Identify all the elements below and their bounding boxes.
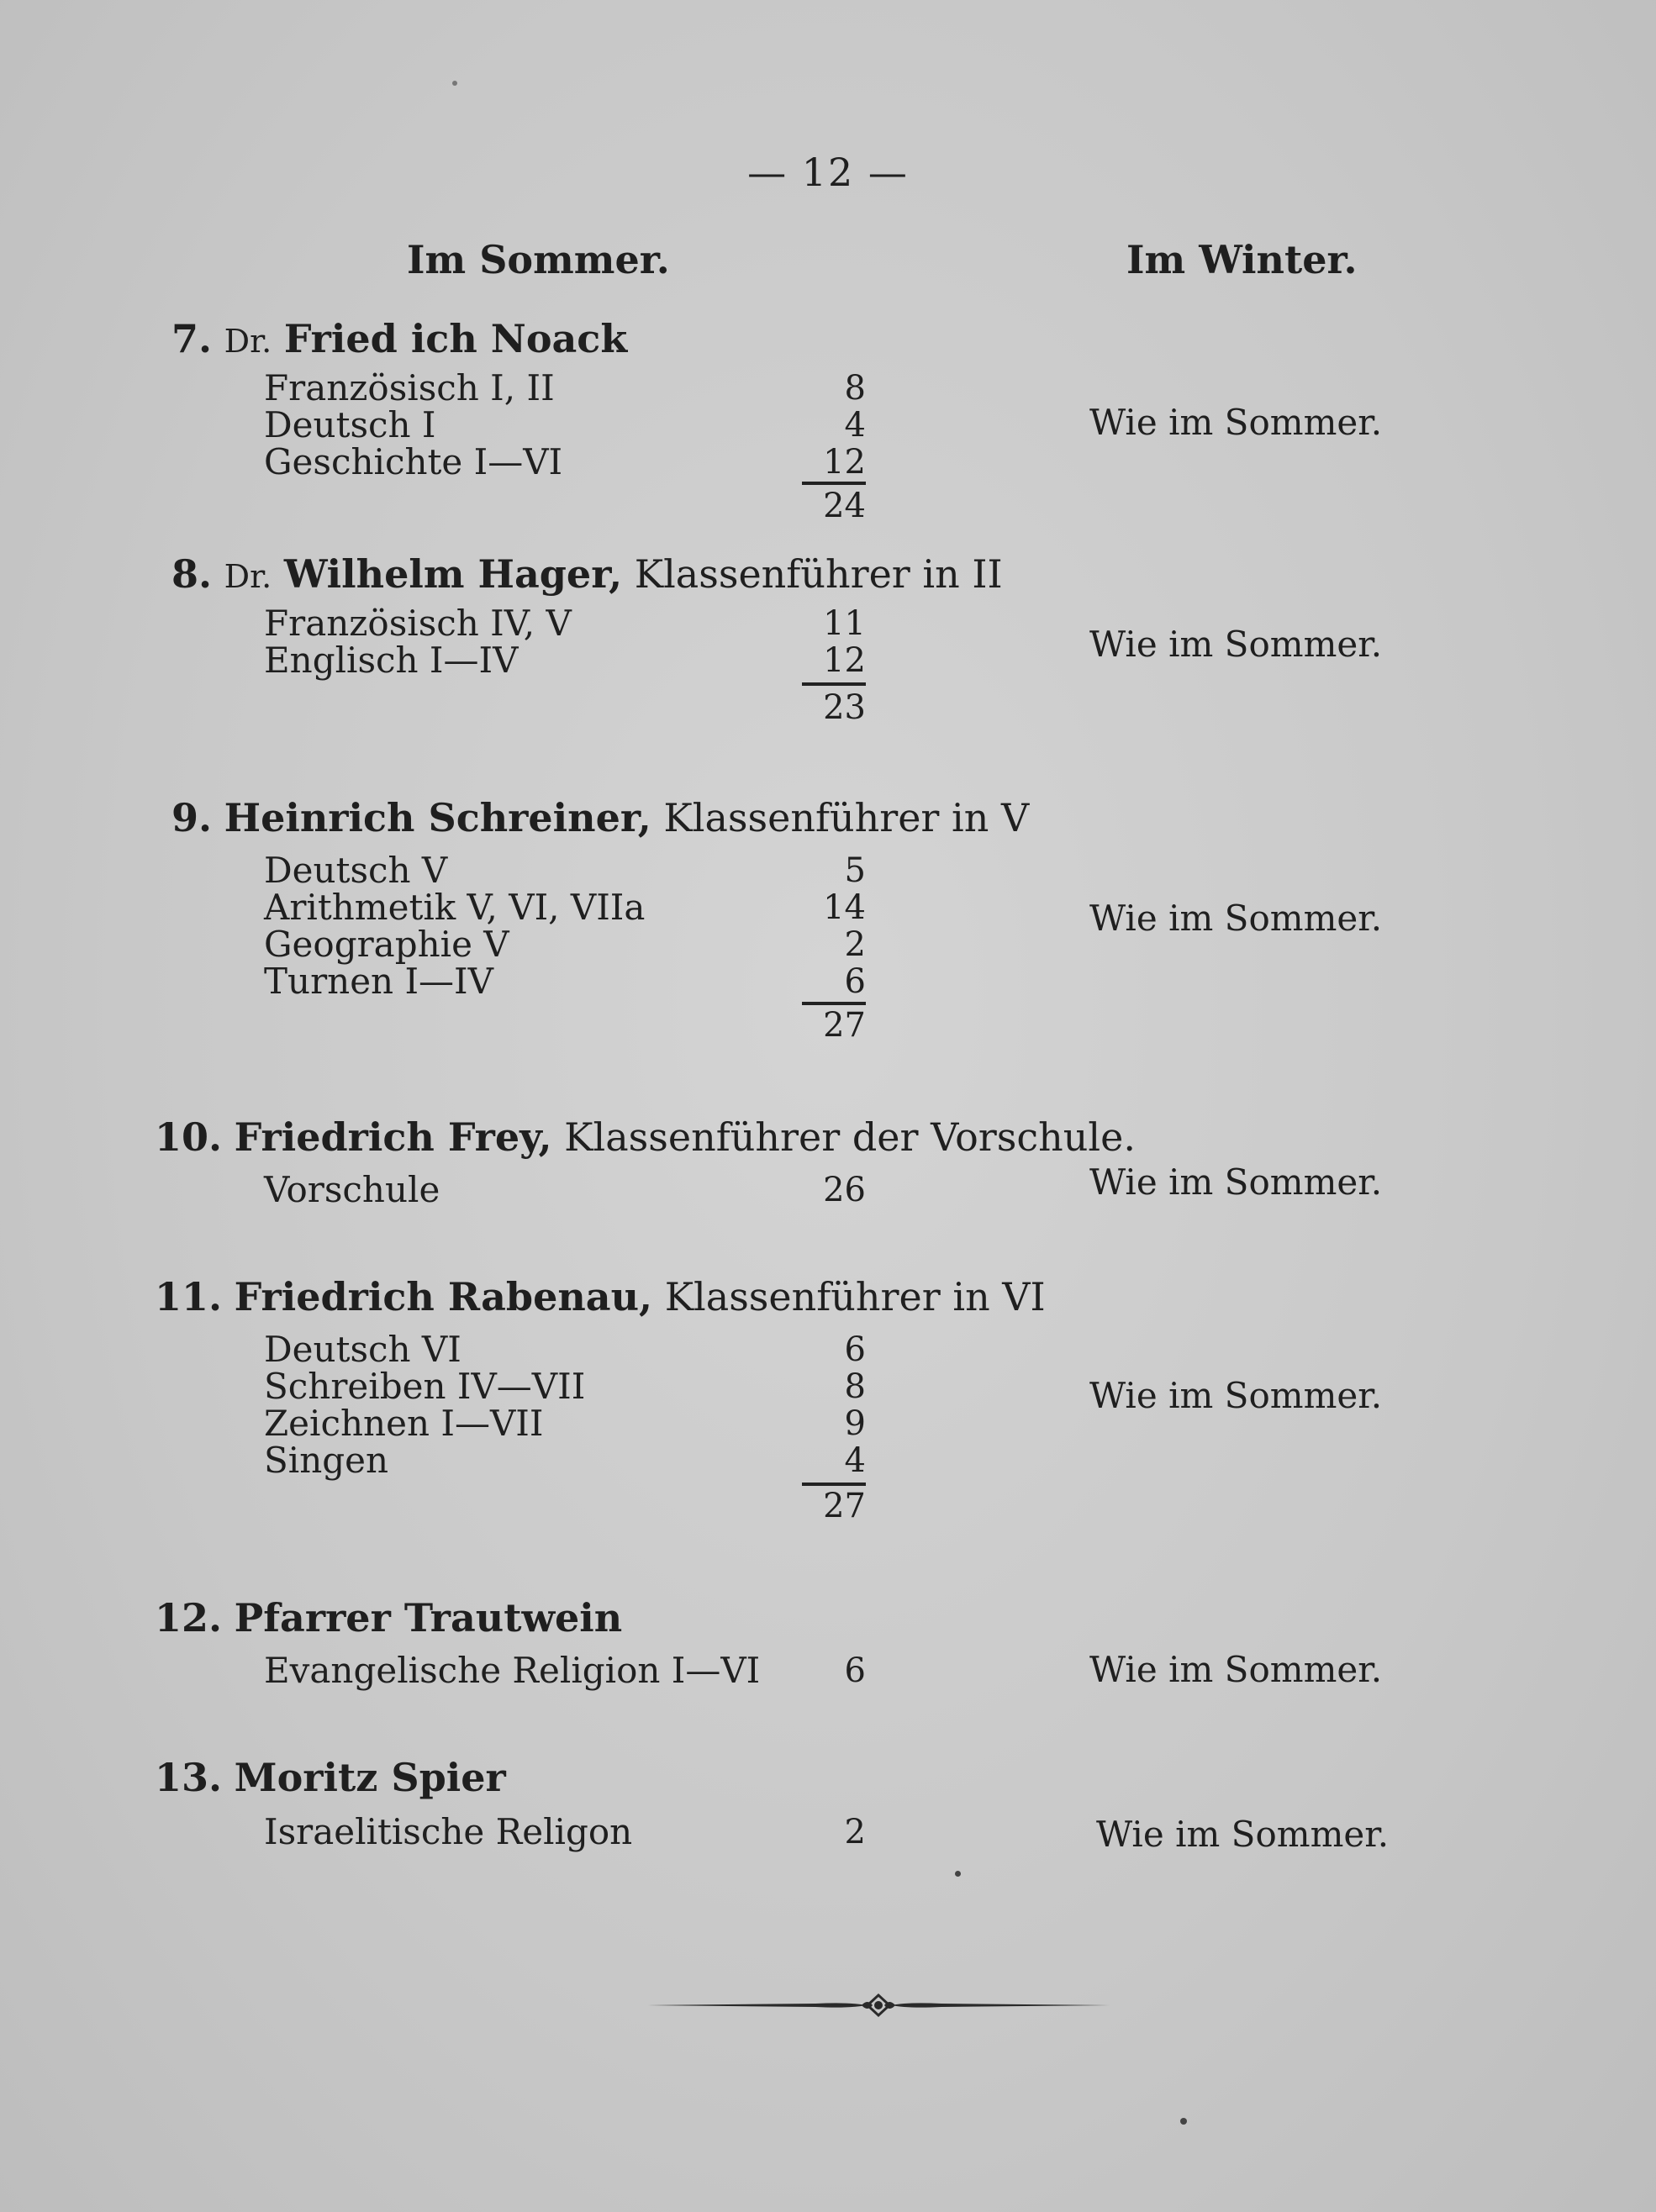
entry-heading: [155, 1274, 1046, 1319]
teacher-name: Pfarrer Trautwein: [234, 1595, 623, 1641]
teacher-name: Heinrich Schreiner,: [224, 795, 651, 840]
winter-note: Wie im Sommer.: [1089, 1161, 1383, 1203]
column-header-winter: Im Winter.: [1126, 237, 1358, 282]
hours-total: 24: [823, 487, 866, 525]
subject-line: Singen: [264, 1440, 389, 1481]
subject-hours: 6: [844, 1330, 866, 1369]
sum-rule: [802, 1002, 866, 1005]
entry-heading: [171, 551, 1003, 597]
subject-hours: 26: [823, 1171, 866, 1209]
subject-hours: 2: [844, 925, 866, 964]
subject-line: Geschichte I—VI: [264, 441, 563, 482]
teacher-role: Klassenführer der Vorschule.: [564, 1114, 1136, 1160]
subject-line: Deutsch VI: [264, 1329, 461, 1370]
entry-number: 11.: [155, 1274, 223, 1319]
subject-line: Vorschule: [264, 1169, 440, 1210]
subject-hours: 2: [844, 1813, 866, 1851]
academic-title: Dr.: [224, 323, 272, 360]
subject-hours: 4: [844, 1441, 866, 1480]
subject-line: Französisch IV, V: [264, 603, 572, 644]
subject-line: Geographie V: [264, 924, 509, 965]
subject-line: Arithmetik V, VI, VIIa: [264, 887, 646, 928]
subject-line: Schreiben IV—VII: [264, 1366, 586, 1407]
hours-total: 23: [823, 688, 866, 727]
sum-rule: [802, 482, 866, 485]
subject-hours: 6: [844, 1651, 866, 1690]
ink-speck: [955, 1871, 961, 1877]
entry-number: 7.: [171, 316, 213, 361]
winter-note: Wie im Sommer.: [1089, 402, 1383, 443]
entry-heading: [171, 795, 1029, 840]
page-number: — 12 —: [747, 150, 909, 195]
sum-rule: [802, 682, 866, 686]
winter-note: Wie im Sommer.: [1089, 1649, 1383, 1690]
teacher-role: Klassenführer in II: [634, 551, 1003, 597]
teacher-role: Klassenführer in V: [663, 795, 1030, 840]
subject-hours: 8: [844, 1367, 866, 1406]
ink-speck: [452, 81, 457, 86]
entry-heading: [155, 1595, 622, 1641]
subject-line: Deutsch I: [264, 404, 436, 445]
winter-note: Wie im Sommer.: [1096, 1814, 1390, 1855]
subject-line: Turnen I—IV: [264, 961, 493, 1002]
ornament-divider: [647, 1988, 1110, 2022]
entry-number: 10.: [155, 1114, 223, 1160]
subject-hours: 6: [844, 962, 866, 1001]
column-header-summer: Im Sommer.: [407, 237, 670, 282]
subject-line: Französisch I, II: [264, 367, 555, 408]
entry-heading: [155, 1755, 506, 1800]
entry-number: 8.: [171, 551, 213, 597]
teacher-name: Friedrich Rabenau,: [234, 1274, 653, 1319]
entry-heading: [171, 316, 627, 361]
teacher-name: Friedrich Frey,: [234, 1114, 552, 1160]
ink-speck: [1180, 2118, 1187, 2125]
subject-hours: 8: [844, 369, 866, 408]
winter-note: Wie im Sommer.: [1089, 1375, 1383, 1416]
subject-hours: 4: [844, 406, 866, 445]
teacher-name: Wilhelm Hager,: [283, 551, 623, 597]
sum-rule: [802, 1483, 866, 1486]
subject-line: Zeichnen I—VII: [264, 1403, 544, 1444]
teacher-name: Moritz Spier: [234, 1755, 506, 1800]
teacher-role: Klassenführer in VI: [664, 1274, 1046, 1319]
subject-hours: 9: [844, 1404, 866, 1443]
entry-heading: [155, 1114, 1136, 1160]
subject-hours: 14: [823, 888, 866, 927]
teacher-name: Fried ich Noack: [283, 316, 628, 361]
subject-hours: 12: [823, 443, 866, 482]
subject-line: Evangelische Religion I—VI: [264, 1650, 761, 1691]
hours-total: 27: [823, 1006, 866, 1045]
subject-hours: 11: [823, 604, 866, 643]
subject-line: Israelitische Religon: [264, 1811, 633, 1852]
entry-number: 9.: [171, 795, 213, 840]
subject-line: Englisch I—IV: [264, 640, 519, 681]
hours-total: 27: [823, 1487, 866, 1525]
winter-note: Wie im Sommer.: [1089, 898, 1383, 939]
winter-note: Wie im Sommer.: [1089, 624, 1383, 665]
subject-hours: 12: [823, 641, 866, 680]
subject-hours: 5: [844, 851, 866, 890]
entry-number: 13.: [155, 1755, 223, 1800]
entry-number: 12.: [155, 1595, 223, 1641]
subject-line: Deutsch V: [264, 850, 448, 891]
academic-title: Dr.: [224, 558, 272, 595]
